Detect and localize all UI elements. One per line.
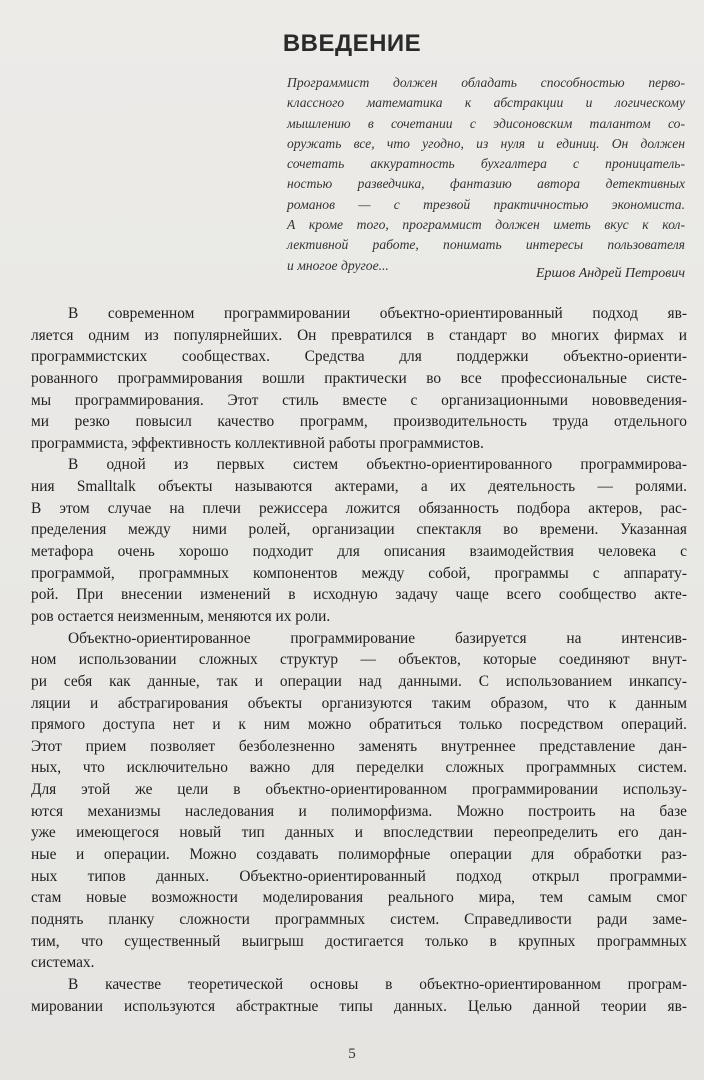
epigraph-line: классного математика к абстракции и логическому: [287, 95, 685, 111]
text-line: программиста, эффективность коллективной работы программистов.: [31, 434, 484, 452]
text-line: В современном программировании объектно-ориентированный подход яв-: [68, 305, 687, 322]
text-line: уже имеющегося новый тип данных и впоследствии переопределить его дан-: [31, 824, 687, 842]
epigraph-line: мышлению в сочетании с эдисоновским талантом со-: [287, 115, 685, 131]
text-line: ном использовании сложных структур — объектов, которые соединяют внут-: [31, 651, 687, 669]
text-line: В качестве теоретической основы в объектно-ориентированном програм-: [68, 975, 687, 993]
text-line: поднять планку сложности программных систем. Справедливости ради заме-: [31, 910, 687, 928]
epigraph-line: и многое другое...: [287, 257, 389, 273]
text-line: ных, что исключительно важно для переделки сложных программных систем.: [31, 759, 687, 777]
text-line: программистских сообществах. Средства для поддержки объектно-ориенти-: [31, 348, 687, 366]
epigraph-author: Ершов Андрей Петрович: [536, 266, 685, 281]
page-number: 5: [348, 1046, 356, 1062]
text-line: мировании используются абстрактные типы данных. Целью данной теории яв-: [31, 997, 687, 1015]
epigraph-line: сочетать аккуратность бухгалтера с проницатель-: [287, 156, 685, 172]
text-line: системах.: [31, 954, 95, 972]
text-line: ми резко повысил качество программ, производительность труда отдельного: [31, 413, 687, 431]
paragraph: [31, 454, 687, 627]
text-line: прямого доступа нет и к ним можно обратиться только посредством операций.: [31, 716, 687, 734]
text-line: ные и операции. Можно создавать полиморфные операции для обработки раз-: [31, 846, 687, 864]
paragraph: [31, 628, 687, 974]
epigraph-line: оружать все, что угодно, из нуля и единиц. Он должен: [287, 135, 685, 151]
text-line: ных типов данных. Объектно-ориентированный подход открыл программи-: [31, 867, 687, 885]
text-line: рой. При внесении изменений в исходную задачу чаще всего сообщество акте-: [31, 586, 687, 604]
epigraph: [287, 73, 685, 276]
text-line: ри себя как данные, так и операции над данными. С использованием инкапсу-: [31, 672, 687, 690]
epigraph-line: лективной работе, понимать интересы пользователя: [287, 237, 685, 253]
text-line: пределения между ними ролей, организации спектакля во времени. Указанная: [31, 521, 687, 539]
text-line: Этот прием позволяет безболезненно заменять внутреннее представление дан-: [31, 737, 687, 755]
text-line: тим, что существенный выигрыш достигается только в крупных программных: [31, 932, 687, 950]
text-line: стам новые возможности моделирования реального мира, тем самым смог: [31, 889, 687, 907]
text-line: ются механизмы наследования и полиморфизма. Можно построить на базе: [31, 802, 687, 820]
text-line: ляции и абстрагирования объекты организуются таким образом, что к данным: [31, 694, 687, 712]
text-line: метафора очень хорошо подходит для описания взаимодействия человека с: [31, 543, 687, 561]
epigraph-line: А кроме того, программист должен иметь вкус к кол-: [287, 217, 685, 233]
text-line: ров остается неизменным, меняются их роли.: [31, 607, 331, 625]
text-line: программой, программных компонентов между собой, программы с аппарату-: [31, 564, 687, 582]
body-text: [31, 303, 687, 1017]
text-line: ляется одним из популярнейших. Он превратился в стандарт во многих фирмах и: [31, 326, 687, 344]
text-line: рованного программирования вошли практически во все профессиональные систе-: [31, 369, 687, 387]
epigraph-line: ностью разведчика, фантазию автора детективных: [287, 176, 685, 192]
paragraph: [31, 303, 687, 454]
text-line: мы программирования. Этот стиль вместе с организационными нововведения-: [31, 391, 687, 409]
epigraph-line: Программист должен обладать способностью перво-: [287, 75, 685, 90]
text-line: Объектно-ориентированное программирование базируется на интенсив-: [68, 629, 687, 647]
text-line: Для этой же цели в объектно-ориентированном программировании использу-: [31, 781, 687, 799]
text-line: В одной из первых систем объектно-ориентированного программирова-: [68, 456, 687, 474]
epigraph-line: романов — с трезвой практичностью экономиста.: [287, 196, 685, 212]
chapter-title: ВВЕДЕНИЕ: [282, 30, 422, 57]
paragraph: [31, 974, 687, 1017]
text-line: ния Smalltalk объекты называются актерами, а их деятельность — ролями.: [31, 478, 687, 496]
text-line: В этом случае на плечи режиссера ложится обязанность подбора актеров, рас-: [31, 499, 687, 517]
